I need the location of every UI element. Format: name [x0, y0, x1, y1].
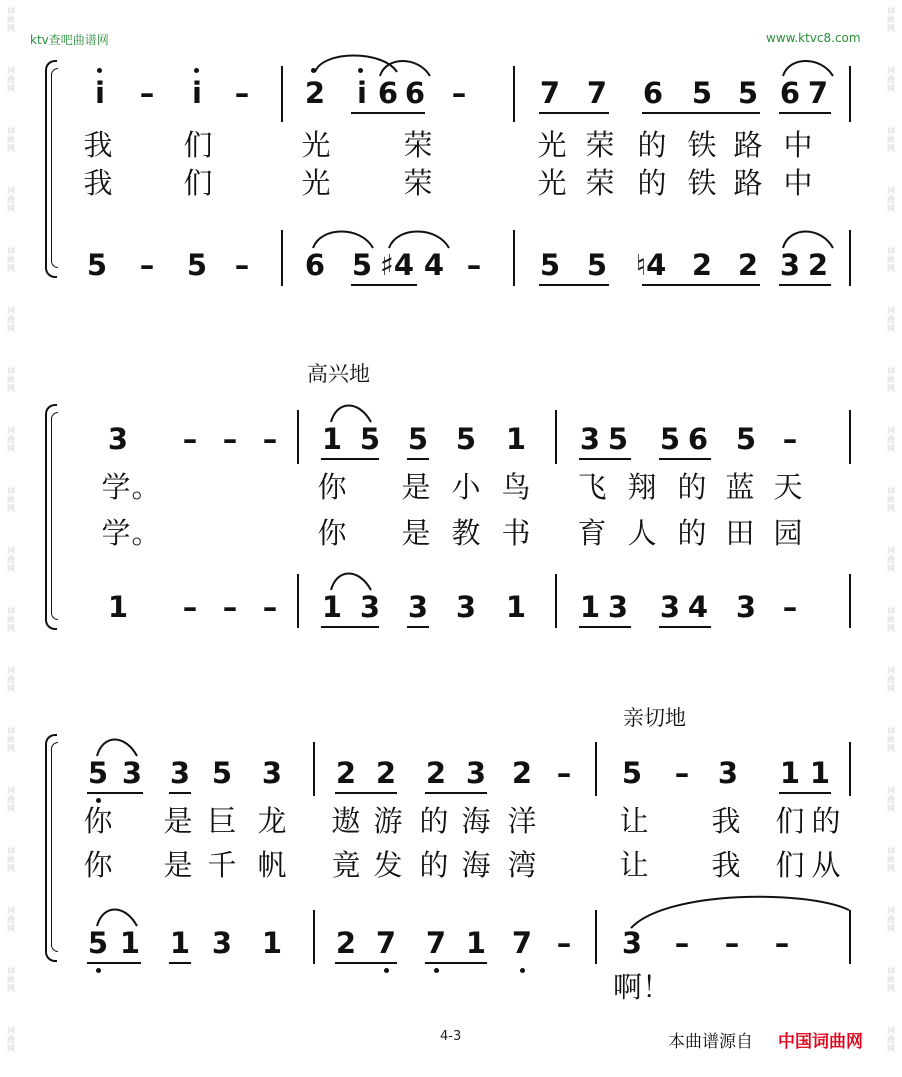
underline: [407, 626, 429, 628]
note: 1: [119, 926, 141, 960]
note: 5: [87, 756, 109, 790]
underline: [335, 962, 397, 964]
lyric-char: 小: [451, 470, 481, 504]
lyric-char: 荣: [403, 166, 433, 200]
lyric-char: 蓝: [725, 470, 755, 504]
underline: [169, 962, 191, 964]
slur: [311, 224, 381, 252]
upper-voice-row: [45, 756, 865, 796]
watermark-glyphs: 词 曲 网: [7, 846, 15, 873]
note: 6: [687, 422, 709, 456]
note: 2: [737, 248, 759, 282]
note: 2: [807, 248, 829, 282]
lyrics-line-1: [45, 804, 865, 844]
note: 3: [169, 756, 191, 790]
lower-voice-row: [45, 926, 865, 966]
lyric-char: 人: [627, 516, 657, 550]
watermark-glyphs: 词 曲 网: [7, 666, 15, 693]
lyric-char: 我: [711, 848, 741, 882]
note: 2: [304, 76, 326, 110]
final-lyric: 啊！: [613, 970, 672, 1004]
lyric-char: 们: [775, 848, 805, 882]
lyric-char: 的: [419, 804, 449, 838]
watermark-glyphs: 词 曲 网: [887, 786, 895, 813]
note: 5: [351, 248, 373, 282]
note: 6: [404, 76, 426, 110]
dash: –: [262, 590, 278, 624]
watermark-glyphs: 词 曲 网: [7, 906, 15, 933]
lyric-char: 路: [733, 166, 763, 200]
underline: [579, 458, 631, 460]
barline: [555, 410, 557, 464]
watermark-glyphs: 词 曲 网: [887, 306, 895, 333]
barline: [297, 574, 299, 628]
note: ♮4: [635, 248, 667, 282]
dash: –: [222, 422, 238, 456]
watermark-glyphs: 词 曲 网: [887, 426, 895, 453]
note: 3: [579, 422, 601, 456]
low-octave-dot: [384, 968, 389, 973]
lyric-char: 我: [83, 166, 113, 200]
note: 5: [659, 422, 681, 456]
lyric-char: 。: [131, 516, 161, 550]
lyric-char: 教: [451, 516, 481, 550]
watermark-glyphs: 词 曲 网: [887, 246, 895, 273]
slur: [95, 732, 145, 760]
lyric-char: 海: [461, 848, 491, 882]
dash: –: [451, 76, 467, 110]
lyric-char: 中: [783, 166, 813, 200]
note: 1: [169, 926, 191, 960]
lyric-char: 荣: [585, 166, 615, 200]
score-system-3: [45, 704, 865, 1004]
watermark-glyphs: 词 曲 网: [7, 1026, 15, 1053]
note: i: [95, 76, 105, 110]
lyric-char: 田: [725, 516, 755, 550]
lyric-char: 光: [537, 128, 567, 162]
lyric-char: 们: [183, 166, 213, 200]
note: 5: [86, 248, 108, 282]
note: 5: [539, 248, 561, 282]
watermark-glyphs: 词 曲 网: [7, 126, 15, 153]
watermark-glyphs: 词 曲 网: [887, 186, 895, 213]
watermark-glyphs: 词 曲 网: [887, 966, 895, 993]
underline: [579, 626, 631, 628]
site-label-left[interactable]: ktv查吧曲谱网: [30, 33, 109, 47]
lyrics-line-1: [45, 128, 865, 168]
note: ♯4: [379, 248, 415, 282]
note: i: [192, 76, 202, 110]
note: 3: [465, 756, 487, 790]
underline: [425, 792, 487, 794]
barline: [849, 410, 851, 464]
lyric-char: 海: [461, 804, 491, 838]
lyric-char: 遨: [331, 804, 361, 838]
note: 2: [375, 756, 397, 790]
note: 3: [121, 756, 143, 790]
note: 5: [586, 248, 608, 282]
watermark-glyphs: 词 曲 网: [7, 426, 15, 453]
lyric-char: 让: [619, 848, 649, 882]
lower-voice-row: [45, 590, 865, 630]
lyric-char: 龙: [257, 804, 287, 838]
slur: [387, 224, 457, 252]
watermark-glyphs: 词 曲 网: [7, 606, 15, 633]
lyric-char: 是: [163, 804, 193, 838]
note: 1: [579, 590, 601, 624]
watermark-glyphs: 词 曲 网: [7, 6, 15, 33]
watermark-glyphs: 词 曲 网: [887, 1026, 895, 1053]
note: 3: [455, 590, 477, 624]
watermark-glyphs: 词 曲 网: [7, 966, 15, 993]
underline: [659, 626, 711, 628]
watermark-glyphs: 词 曲 网: [887, 366, 895, 393]
lyric-char: 的: [677, 470, 707, 504]
note: 5: [737, 76, 759, 110]
upper-voice-row: [45, 76, 865, 116]
underline: [87, 792, 143, 794]
dash: –: [182, 590, 198, 624]
underline: [779, 792, 831, 794]
barline: [595, 910, 597, 964]
note: 5: [621, 756, 643, 790]
lyric-char: 洋: [507, 804, 537, 838]
lyrics-line-2: [45, 166, 865, 206]
source-label: 本曲谱源自: [668, 1032, 753, 1052]
barline: [849, 910, 851, 964]
lyric-char: 光: [537, 166, 567, 200]
barline: [555, 574, 557, 628]
note: 5: [407, 422, 429, 456]
underline: [539, 284, 609, 286]
note: 5: [691, 76, 713, 110]
high-octave-dot: [194, 68, 199, 73]
watermark-glyphs: 词 曲 网: [7, 366, 15, 393]
underline: [351, 112, 425, 114]
upper-voice-row: [45, 422, 865, 462]
note: 3: [211, 926, 233, 960]
note: i: [357, 76, 367, 110]
barline: [849, 66, 851, 122]
lyric-char: 让: [619, 804, 649, 838]
slur: [378, 54, 438, 80]
high-octave-dot: [97, 68, 102, 73]
note: 1: [779, 756, 801, 790]
barline: [849, 230, 851, 286]
source-name[interactable]: 中国词曲网: [778, 1032, 863, 1052]
note: 2: [335, 756, 357, 790]
page-number: 4-3: [440, 1029, 462, 1044]
note: 7: [586, 76, 608, 110]
barline: [849, 574, 851, 628]
dash: –: [674, 756, 690, 790]
lyric-char: 。: [131, 470, 161, 504]
barline: [297, 410, 299, 464]
barline: [281, 230, 283, 286]
dash: –: [782, 422, 798, 456]
slur: [95, 902, 145, 930]
dash: –: [262, 422, 278, 456]
underline: [779, 284, 831, 286]
barline: [313, 910, 315, 964]
note: 1: [107, 590, 129, 624]
note: 1: [505, 590, 527, 624]
lyric-char: 发: [373, 848, 403, 882]
low-octave-dot: [96, 798, 101, 803]
expression-mark: 亲切地: [623, 706, 686, 730]
dash: –: [182, 422, 198, 456]
lyric-char: 飞: [577, 470, 607, 504]
note: 5: [211, 756, 233, 790]
note: 6: [779, 76, 801, 110]
note: 1: [505, 422, 527, 456]
note: 1: [321, 590, 343, 624]
score-system-2: [45, 360, 865, 640]
watermark-glyphs: 词 曲 网: [887, 126, 895, 153]
underline: [642, 112, 760, 114]
note: 4: [423, 248, 445, 282]
note: 5: [607, 422, 629, 456]
underline: [335, 792, 397, 794]
watermark-glyphs: 词 曲 网: [7, 486, 15, 513]
lyric-char: 学: [101, 470, 131, 504]
note: 2: [425, 756, 447, 790]
watermark-glyphs: 词 曲 网: [7, 186, 15, 213]
note: 4: [687, 590, 709, 624]
slur: [781, 224, 841, 252]
watermark-glyphs: 词 曲 网: [887, 726, 895, 753]
barline: [281, 66, 283, 122]
lyric-char: 天: [773, 470, 803, 504]
lyric-char: 们: [183, 128, 213, 162]
watermark-glyphs: 词 曲 网: [887, 6, 895, 33]
note: 3: [261, 756, 283, 790]
note: 5: [186, 248, 208, 282]
note: 5: [359, 422, 381, 456]
lyric-char: 你: [317, 470, 347, 504]
watermark-glyphs: 词 曲 网: [7, 546, 15, 573]
lyric-char: 学: [101, 516, 131, 550]
dash: –: [556, 926, 572, 960]
slur: [329, 398, 379, 426]
watermark-glyphs: 词 曲 网: [887, 906, 895, 933]
underline: [659, 458, 711, 460]
note: 1: [465, 926, 487, 960]
underline: [539, 112, 609, 114]
dash: –: [556, 756, 572, 790]
underline: [87, 962, 141, 964]
watermark-glyphs: 词 曲 网: [7, 786, 15, 813]
lyric-char: 园: [773, 516, 803, 550]
lyric-char: 铁: [687, 128, 717, 162]
note: 5: [455, 422, 477, 456]
lyric-char: 帆: [257, 848, 287, 882]
low-octave-dot: [434, 968, 439, 973]
underline: [351, 284, 417, 286]
lyric-char: 荣: [403, 128, 433, 162]
lyric-char: 们: [775, 804, 805, 838]
lyric-char: 的: [419, 848, 449, 882]
note: 6: [377, 76, 399, 110]
lyric-char: 路: [733, 128, 763, 162]
barline: [513, 66, 515, 122]
lyric-char: 我: [83, 128, 113, 162]
watermark-glyphs: 词 曲 网: [887, 546, 895, 573]
lyric-char: 的: [677, 516, 707, 550]
dash: –: [234, 248, 250, 282]
lyric-char: 书: [501, 516, 531, 550]
note: 7: [511, 926, 533, 960]
watermark-glyphs: 词 曲 网: [887, 666, 895, 693]
note: 3: [659, 590, 681, 624]
note: 7: [425, 926, 447, 960]
note: 3: [107, 422, 129, 456]
low-octave-dot: [96, 968, 101, 973]
slur: [781, 54, 841, 80]
low-octave-dot: [520, 968, 525, 973]
lyric-char: 光: [301, 128, 331, 162]
note: 3: [717, 756, 739, 790]
underline: [321, 626, 379, 628]
slur: [329, 566, 379, 594]
lyric-char: 是: [401, 516, 431, 550]
dash: –: [139, 248, 155, 282]
underline: [425, 962, 487, 964]
note: 2: [511, 756, 533, 790]
underline: [779, 112, 831, 114]
lyric-char: 你: [317, 516, 347, 550]
lyric-char: 从: [811, 848, 841, 882]
note: 1: [321, 422, 343, 456]
watermark-glyphs: 词 曲 网: [887, 486, 895, 513]
slur: [627, 888, 857, 932]
note: 5: [87, 926, 109, 960]
note: 7: [375, 926, 397, 960]
lyric-char: 铁: [687, 166, 717, 200]
lyric-char: 千: [207, 848, 237, 882]
note: 7: [807, 76, 829, 110]
expression-mark: 高兴地: [307, 362, 370, 386]
watermark-glyphs: 词 曲 网: [887, 846, 895, 873]
site-label-right[interactable]: www.ktvc8.com: [766, 31, 861, 45]
note: 5: [735, 422, 757, 456]
lower-voice-row: [45, 248, 865, 288]
dash: –: [234, 76, 250, 110]
note: 6: [304, 248, 326, 282]
note: 3: [621, 926, 643, 960]
lyric-char: 是: [401, 470, 431, 504]
lyrics-line-2: [45, 848, 865, 888]
lyric-char: 我: [711, 804, 741, 838]
barline: [849, 742, 851, 796]
note: 1: [261, 926, 283, 960]
barline: [313, 742, 315, 796]
note: 3: [407, 590, 429, 624]
lyric-char: 的: [637, 128, 667, 162]
note: 6: [642, 76, 664, 110]
lyric-char: 你: [83, 848, 113, 882]
note: 1: [809, 756, 831, 790]
dash: –: [466, 248, 482, 282]
note: 3: [607, 590, 629, 624]
lyric-char: 中: [783, 128, 813, 162]
dash: –: [774, 926, 790, 960]
barline: [595, 742, 597, 796]
dash: –: [139, 76, 155, 110]
note: 3: [735, 590, 757, 624]
lyric-char: 游: [373, 804, 403, 838]
dash: –: [782, 590, 798, 624]
note: 2: [335, 926, 357, 960]
dash: –: [222, 590, 238, 624]
lyric-char: 湾: [507, 848, 537, 882]
note: 3: [779, 248, 801, 282]
underline: [642, 284, 760, 286]
barline: [513, 230, 515, 286]
watermark-left-column: [4, 0, 18, 1077]
lyrics-line-1: [45, 470, 865, 510]
lyric-char: 光: [301, 166, 331, 200]
dash: –: [674, 926, 690, 960]
lyric-char: 的: [811, 804, 841, 838]
lyric-char: 巨: [207, 804, 237, 838]
score-system-1: [45, 48, 865, 288]
lyric-char: 是: [163, 848, 193, 882]
watermark-glyphs: 词 曲 网: [887, 66, 895, 93]
note: 3: [359, 590, 381, 624]
watermark-glyphs: 词 曲 网: [7, 726, 15, 753]
note: 2: [691, 248, 713, 282]
lyric-char: 的: [637, 166, 667, 200]
watermark-glyphs: 词 曲 网: [7, 306, 15, 333]
watermark-glyphs: 词 曲 网: [7, 246, 15, 273]
dash: –: [724, 926, 740, 960]
note: 7: [539, 76, 561, 110]
lyric-char: 育: [577, 516, 607, 550]
watermark-glyphs: 词 曲 网: [7, 66, 15, 93]
underline: [321, 458, 379, 460]
underline: [169, 792, 191, 794]
watermark-glyphs: 词 曲 网: [887, 606, 895, 633]
lyrics-line-2: [45, 516, 865, 556]
underline: [407, 458, 429, 460]
lyric-char: 翔: [627, 470, 657, 504]
lyric-char: 竟: [331, 848, 361, 882]
lyric-char: 你: [83, 804, 113, 838]
lyric-char: 荣: [585, 128, 615, 162]
lyric-char: 鸟: [501, 470, 531, 504]
watermark-right-column: [884, 0, 898, 1077]
